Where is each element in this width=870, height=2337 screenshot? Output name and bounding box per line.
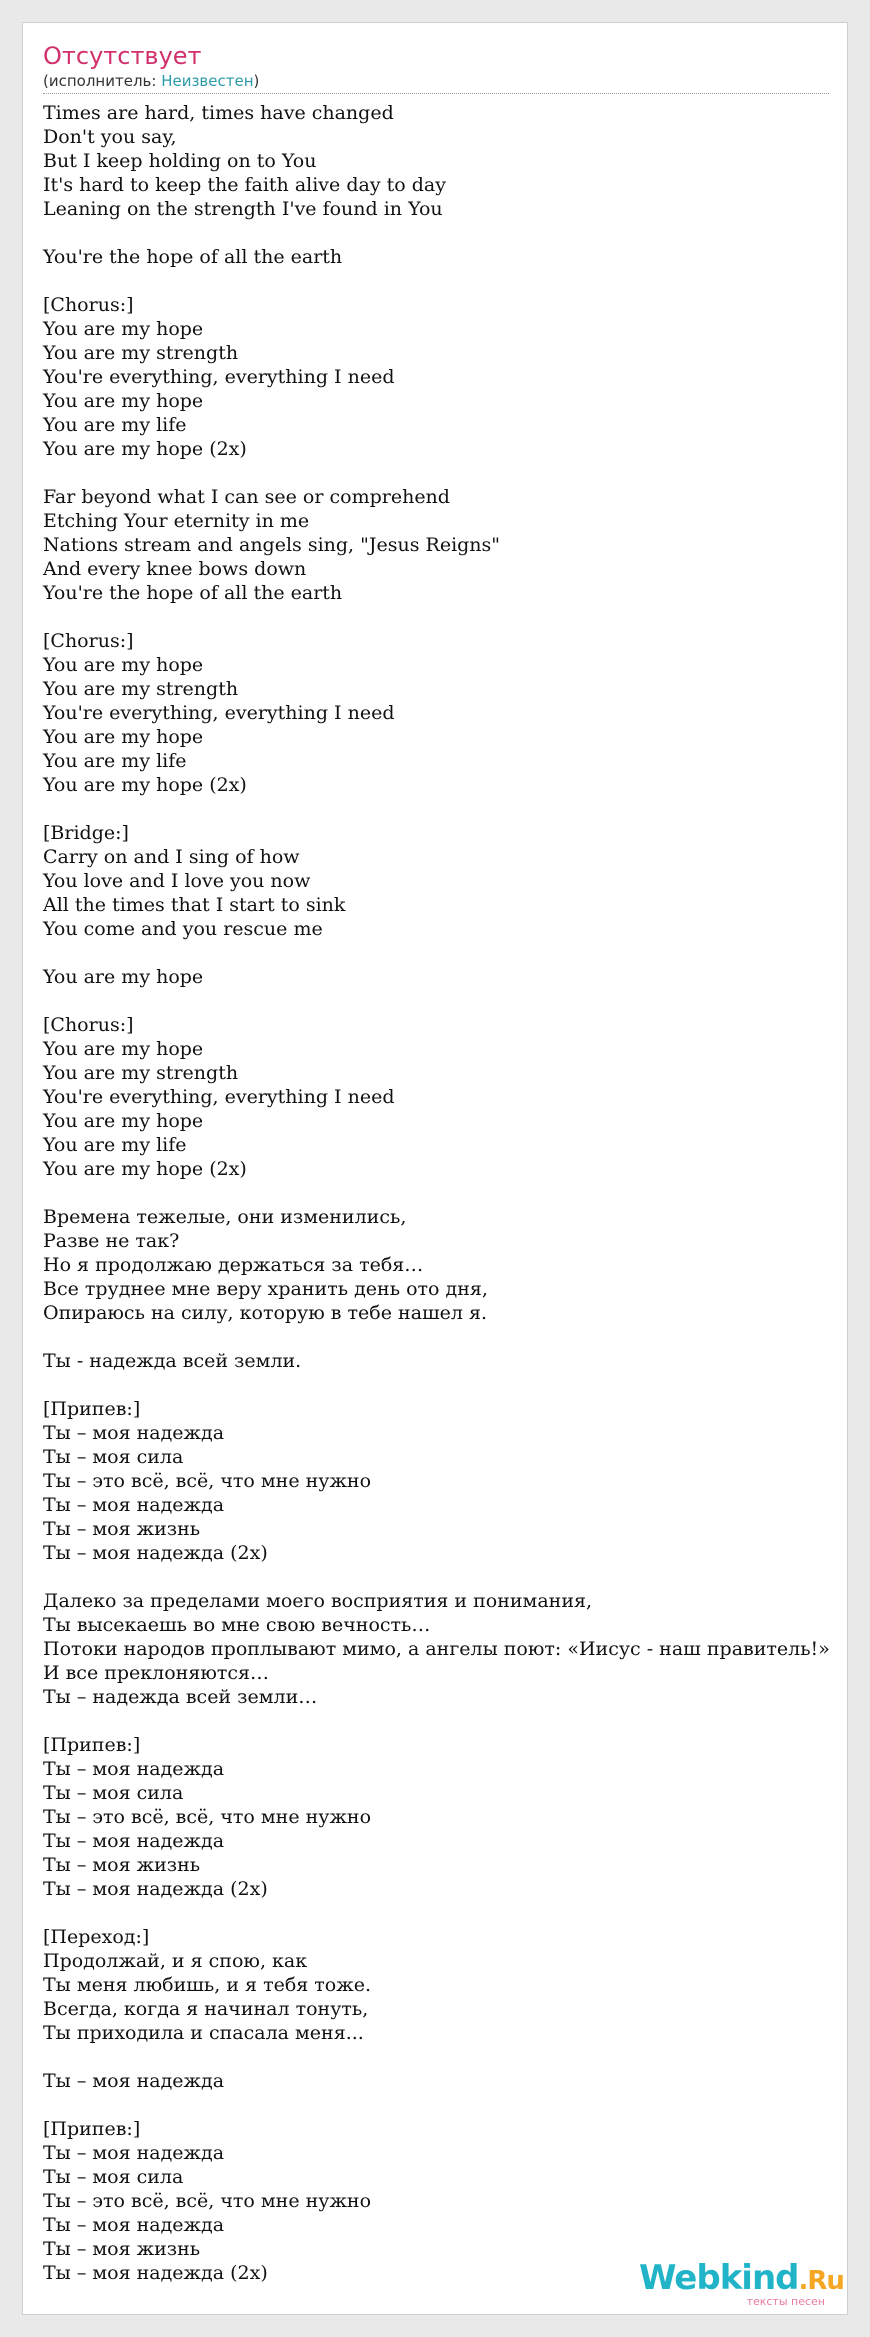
lyric-line: Все труднее мне веру хранить день ото дня,: [43, 1278, 488, 1300]
lyric-line: Разве не так?: [43, 1230, 180, 1252]
lyric-line: Ты – моя жизнь: [43, 1854, 201, 1876]
artist-prefix: (исполнитель:: [43, 72, 162, 90]
lyric-line: Далеко за пределами моего восприятия и понимания,: [43, 1590, 593, 1612]
lyric-line: Ты меня любишь, и я тебя тоже.: [43, 1974, 372, 1996]
lyric-line: Ты – моя жизнь: [43, 1518, 201, 1540]
lyric-line: Times are hard, times have changed: [43, 102, 394, 124]
lyric-line: You are my strength: [43, 678, 239, 700]
lyric-line: [Припев:]: [43, 2118, 141, 2140]
song-title: Отсутствует: [43, 42, 202, 70]
lyric-line: Потоки народов проплывают мимо, а ангелы поют: «Иисус - наш правитель!»: [43, 1638, 830, 1660]
lyric-line: [43, 989, 848, 1013]
lyric-line: You are my hope: [43, 390, 204, 412]
lyric-line: [43, 1901, 848, 1925]
lyric-line: Etching Your eternity in me: [43, 510, 310, 532]
lyric-line: You are my hope: [43, 318, 204, 340]
logo-tagline: тексты песен: [746, 2295, 825, 2308]
lyric-line: [43, 1181, 848, 1205]
lyric-line: [43, 221, 848, 245]
lyric-line: Ты – моя надежда: [43, 1830, 225, 1852]
lyric-line: All the times that I start to sink: [43, 894, 346, 916]
lyric-line: Ты – моя надежда (2x): [43, 2262, 268, 2284]
lyric-line: Far beyond what I can see or comprehend: [43, 486, 450, 508]
lyric-line: You are my hope: [43, 1038, 204, 1060]
lyrics-card: [22, 22, 848, 2315]
lyric-line: Ты – моя надежда: [43, 2214, 225, 2236]
lyric-line: [Переход:]: [43, 1926, 150, 1948]
lyric-line: Продолжай, и я спою, как: [43, 1950, 308, 1972]
lyric-line: Но я продолжаю держаться за тебя…: [43, 1254, 424, 1276]
lyric-line: You're everything, everything I need: [43, 702, 395, 724]
lyric-line: [Chorus:]: [43, 630, 134, 652]
lyric-line: Carry on and I sing of how: [43, 846, 300, 868]
lyric-line: [43, 2093, 848, 2117]
lyric-line: But I keep holding on to You: [43, 150, 317, 172]
lyric-line: Ты – моя надежда: [43, 1422, 225, 1444]
lyric-line: You are my strength: [43, 1062, 239, 1084]
lyric-line: You're the hope of all the earth: [43, 582, 343, 604]
lyric-line: You are my life: [43, 1134, 187, 1156]
lyric-line: You are my hope: [43, 654, 204, 676]
lyric-line: Don't you say,: [43, 126, 177, 148]
lyric-line: Leaning on the strength I've found in You: [43, 198, 443, 220]
logo-wordmark: [639, 2258, 844, 2299]
lyric-line: You are my hope: [43, 726, 204, 748]
lyric-line: Ты – моя сила: [43, 1446, 184, 1468]
lyric-line: Ты – надежда всей земли…: [43, 1686, 318, 1708]
artist-link[interactable]: Неизвестен: [161, 72, 254, 90]
lyric-line: [43, 941, 848, 965]
lyric-line: You're everything, everything I need: [43, 1086, 395, 1108]
logo-main-text: Webkind: [639, 2258, 799, 2298]
lyric-line: You love and I love you now: [43, 870, 311, 892]
lyric-line: Ты – моя жизнь: [43, 2238, 201, 2260]
lyric-line: Ты – моя надежда (2x): [43, 1542, 268, 1564]
lyric-line: Времена тежелые, они изменились,: [43, 1206, 407, 1228]
lyric-line: [43, 461, 848, 485]
lyric-line: [Bridge:]: [43, 822, 129, 844]
site-logo[interactable]: [639, 2258, 844, 2308]
lyric-line: You are my hope (2x): [43, 438, 247, 460]
lyric-line: Ты – это всё, всё, что мне нужно: [43, 2190, 372, 2212]
lyric-line: It's hard to keep the faith alive day to day: [43, 174, 446, 196]
artist-line: [43, 71, 829, 94]
lyric-line: [43, 1709, 848, 1733]
lyric-line: You come and you rescue me: [43, 918, 323, 940]
lyric-line: You are my hope: [43, 966, 204, 988]
lyric-line: [43, 1565, 848, 1589]
lyric-line: Ты – моя надежда: [43, 1758, 225, 1780]
lyric-line: Ты – моя надежда: [43, 2070, 225, 2092]
lyric-line: You are my hope (2x): [43, 774, 247, 796]
lyric-line: You are my strength: [43, 342, 239, 364]
lyric-line: Ты – моя сила: [43, 2166, 184, 2188]
lyric-line: And every knee bows down: [43, 558, 307, 580]
lyric-line: You're the hope of all the earth: [43, 246, 343, 268]
lyric-line: Ты - надежда всей земли.: [43, 1350, 302, 1372]
lyric-line: [Chorus:]: [43, 1014, 134, 1036]
lyric-line: Ты высекаешь во мне свою вечность…: [43, 1614, 431, 1636]
lyric-line: Ты – моя надежда (2x): [43, 1878, 268, 1900]
lyric-line: You are my hope (2x): [43, 1158, 247, 1180]
lyric-line: Ты приходила и спасала меня...: [43, 2022, 364, 2044]
lyric-line: Всегда, когда я начинал тонуть,: [43, 1998, 369, 2020]
lyric-line: [43, 1325, 848, 1349]
lyric-line: Ты – это всё, всё, что мне нужно: [43, 1470, 372, 1492]
lyric-line: [43, 797, 848, 821]
lyric-line: И все преклоняются…: [43, 1662, 270, 1684]
lyric-line: [43, 1373, 848, 1397]
lyric-line: Nations stream and angels sing, "Jesus Reigns": [43, 534, 501, 556]
lyrics-text: [43, 101, 848, 2285]
lyric-line: You are my life: [43, 414, 187, 436]
lyric-line: You are my hope: [43, 1110, 204, 1132]
logo-suffix: .Ru: [798, 2266, 844, 2296]
lyric-line: Ты – моя надежда: [43, 2142, 225, 2164]
artist-suffix: ): [253, 72, 260, 90]
lyric-line: [43, 2045, 848, 2069]
lyric-line: You're everything, everything I need: [43, 366, 395, 388]
lyric-line: [43, 605, 848, 629]
lyric-line: [Припев:]: [43, 1398, 141, 1420]
lyric-line: Опираюсь на силу, которую в тебе нашел я.: [43, 1302, 488, 1324]
lyric-line: [43, 269, 848, 293]
lyric-line: Ты – моя надежда: [43, 1494, 225, 1516]
lyric-line: Ты – это всё, всё, что мне нужно: [43, 1806, 372, 1828]
lyric-line: You are my life: [43, 750, 187, 772]
lyric-line: [Chorus:]: [43, 294, 134, 316]
lyric-line: Ты – моя сила: [43, 1782, 184, 1804]
lyric-line: [Припев:]: [43, 1734, 141, 1756]
